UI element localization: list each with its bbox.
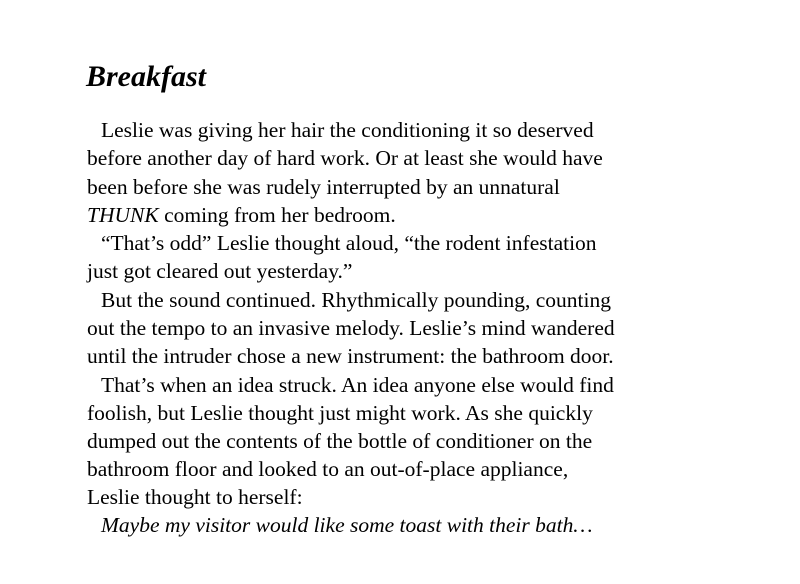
paragraph-line: before another day of hard work. Or at least she would have bbox=[87, 146, 603, 170]
paragraph-line: That’s when an idea struck. An idea anyone else would find bbox=[101, 373, 614, 397]
paragraph-line: But the sound continued. Rhythmically pounding, counting bbox=[101, 288, 611, 312]
paragraph-line: just got cleared out yesterday.” bbox=[87, 259, 353, 283]
paragraph-line: “That’s odd” Leslie thought aloud, “the rodent infestation bbox=[101, 231, 597, 255]
paragraph-line: dumped out the contents of the bottle of conditioner on the bbox=[87, 429, 593, 453]
paragraph-line: out the tempo to an invasive melody. Leslie’s mind wandered bbox=[87, 316, 615, 340]
paragraph-line-text: coming from her bedroom. bbox=[158, 203, 396, 227]
paragraph-line: until the intruder chose a new instrument: the bathroom door. bbox=[87, 344, 614, 368]
closing-thought-line: Maybe my visitor would like some toast with their bath… bbox=[101, 513, 593, 537]
story-title: Breakfast bbox=[86, 60, 206, 93]
paragraph-line bbox=[87, 202, 396, 228]
paragraph-line: Leslie thought to herself: bbox=[87, 485, 303, 509]
emphasis-text: THUNK bbox=[87, 203, 159, 227]
paragraph-line: bathroom floor and looked to an out-of-place appliance, bbox=[87, 457, 569, 481]
paragraph-line: foolish, but Leslie thought just might work. As she quickly bbox=[87, 401, 593, 425]
paragraph-line: been before she was rudely interrupted by an unnatural bbox=[87, 175, 560, 199]
paragraph-line: Leslie was giving her hair the conditioning it so deserved bbox=[101, 118, 594, 142]
